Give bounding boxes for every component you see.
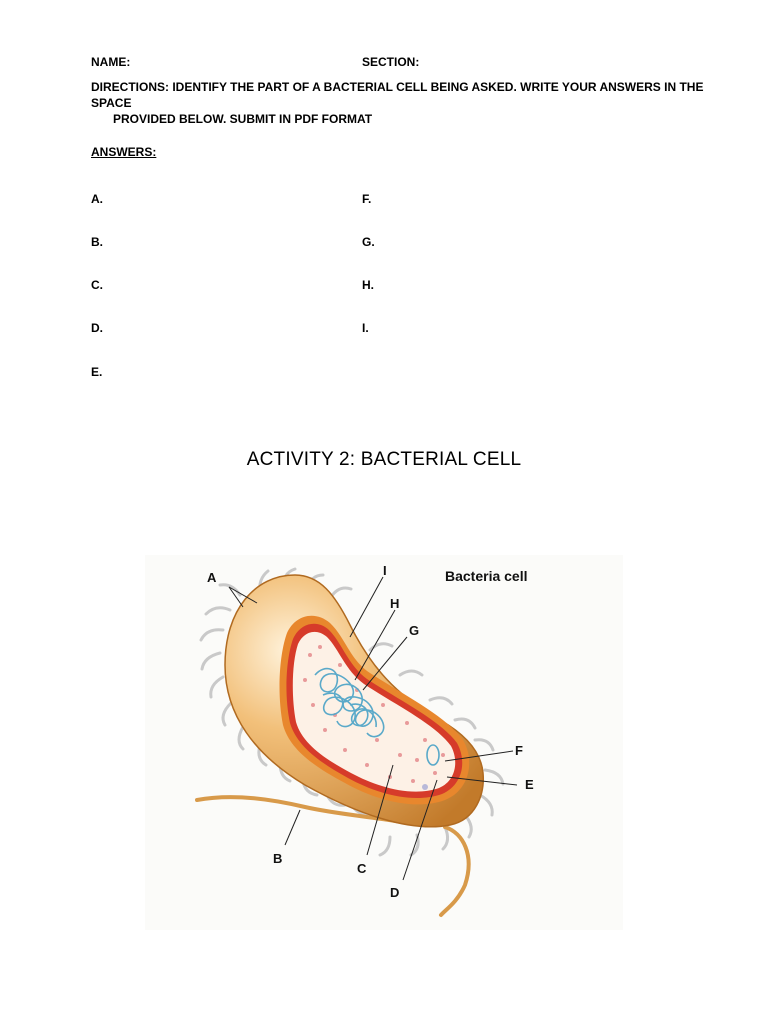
bacterial-cell-diagram — [145, 555, 623, 930]
diagram-label-i: I — [383, 563, 387, 578]
answer-label-g: G. — [362, 235, 375, 249]
answer-label-b: B. — [91, 235, 103, 249]
directions-text — [91, 79, 721, 127]
answer-label-h: H. — [362, 278, 374, 292]
answer-label-f: F. — [362, 192, 372, 206]
name-label: NAME: — [91, 55, 131, 69]
diagram-label-c: C — [357, 861, 367, 876]
diagram-caption: Bacteria cell — [445, 568, 528, 584]
activity-title: ACTIVITY 2: BACTERIAL CELL — [246, 449, 522, 470]
answers-heading: ANSWERS: — [91, 145, 157, 159]
diagram-label-a: A — [207, 570, 217, 585]
diagram-label-e: E — [525, 777, 534, 792]
directions-line-2: PROVIDED BELOW. SUBMIT IN PDF FORMAT — [113, 112, 373, 126]
answer-label-e: E. — [91, 365, 103, 379]
section-label: SECTION: — [362, 55, 420, 69]
answer-label-d: D. — [91, 321, 103, 335]
diagram-label-b: B — [273, 851, 283, 866]
answer-label-c: C. — [91, 278, 103, 292]
diagram-label-h: H — [390, 596, 400, 611]
directions-line-1: DIRECTIONS: IDENTIFY THE PART OF A BACTERIAL CELL BEING ASKED. WRITE YOUR ANSWERS IN THE SPACE — [91, 80, 704, 110]
diagram-label-d: D — [390, 885, 400, 900]
diagram-label-f: F — [515, 743, 523, 758]
bacterial-cell-figure — [145, 555, 623, 930]
inclusion-body — [422, 784, 428, 790]
diagram-label-g: G — [409, 623, 420, 638]
answer-label-a: A. — [91, 192, 103, 206]
answer-label-i: I. — [362, 321, 369, 335]
